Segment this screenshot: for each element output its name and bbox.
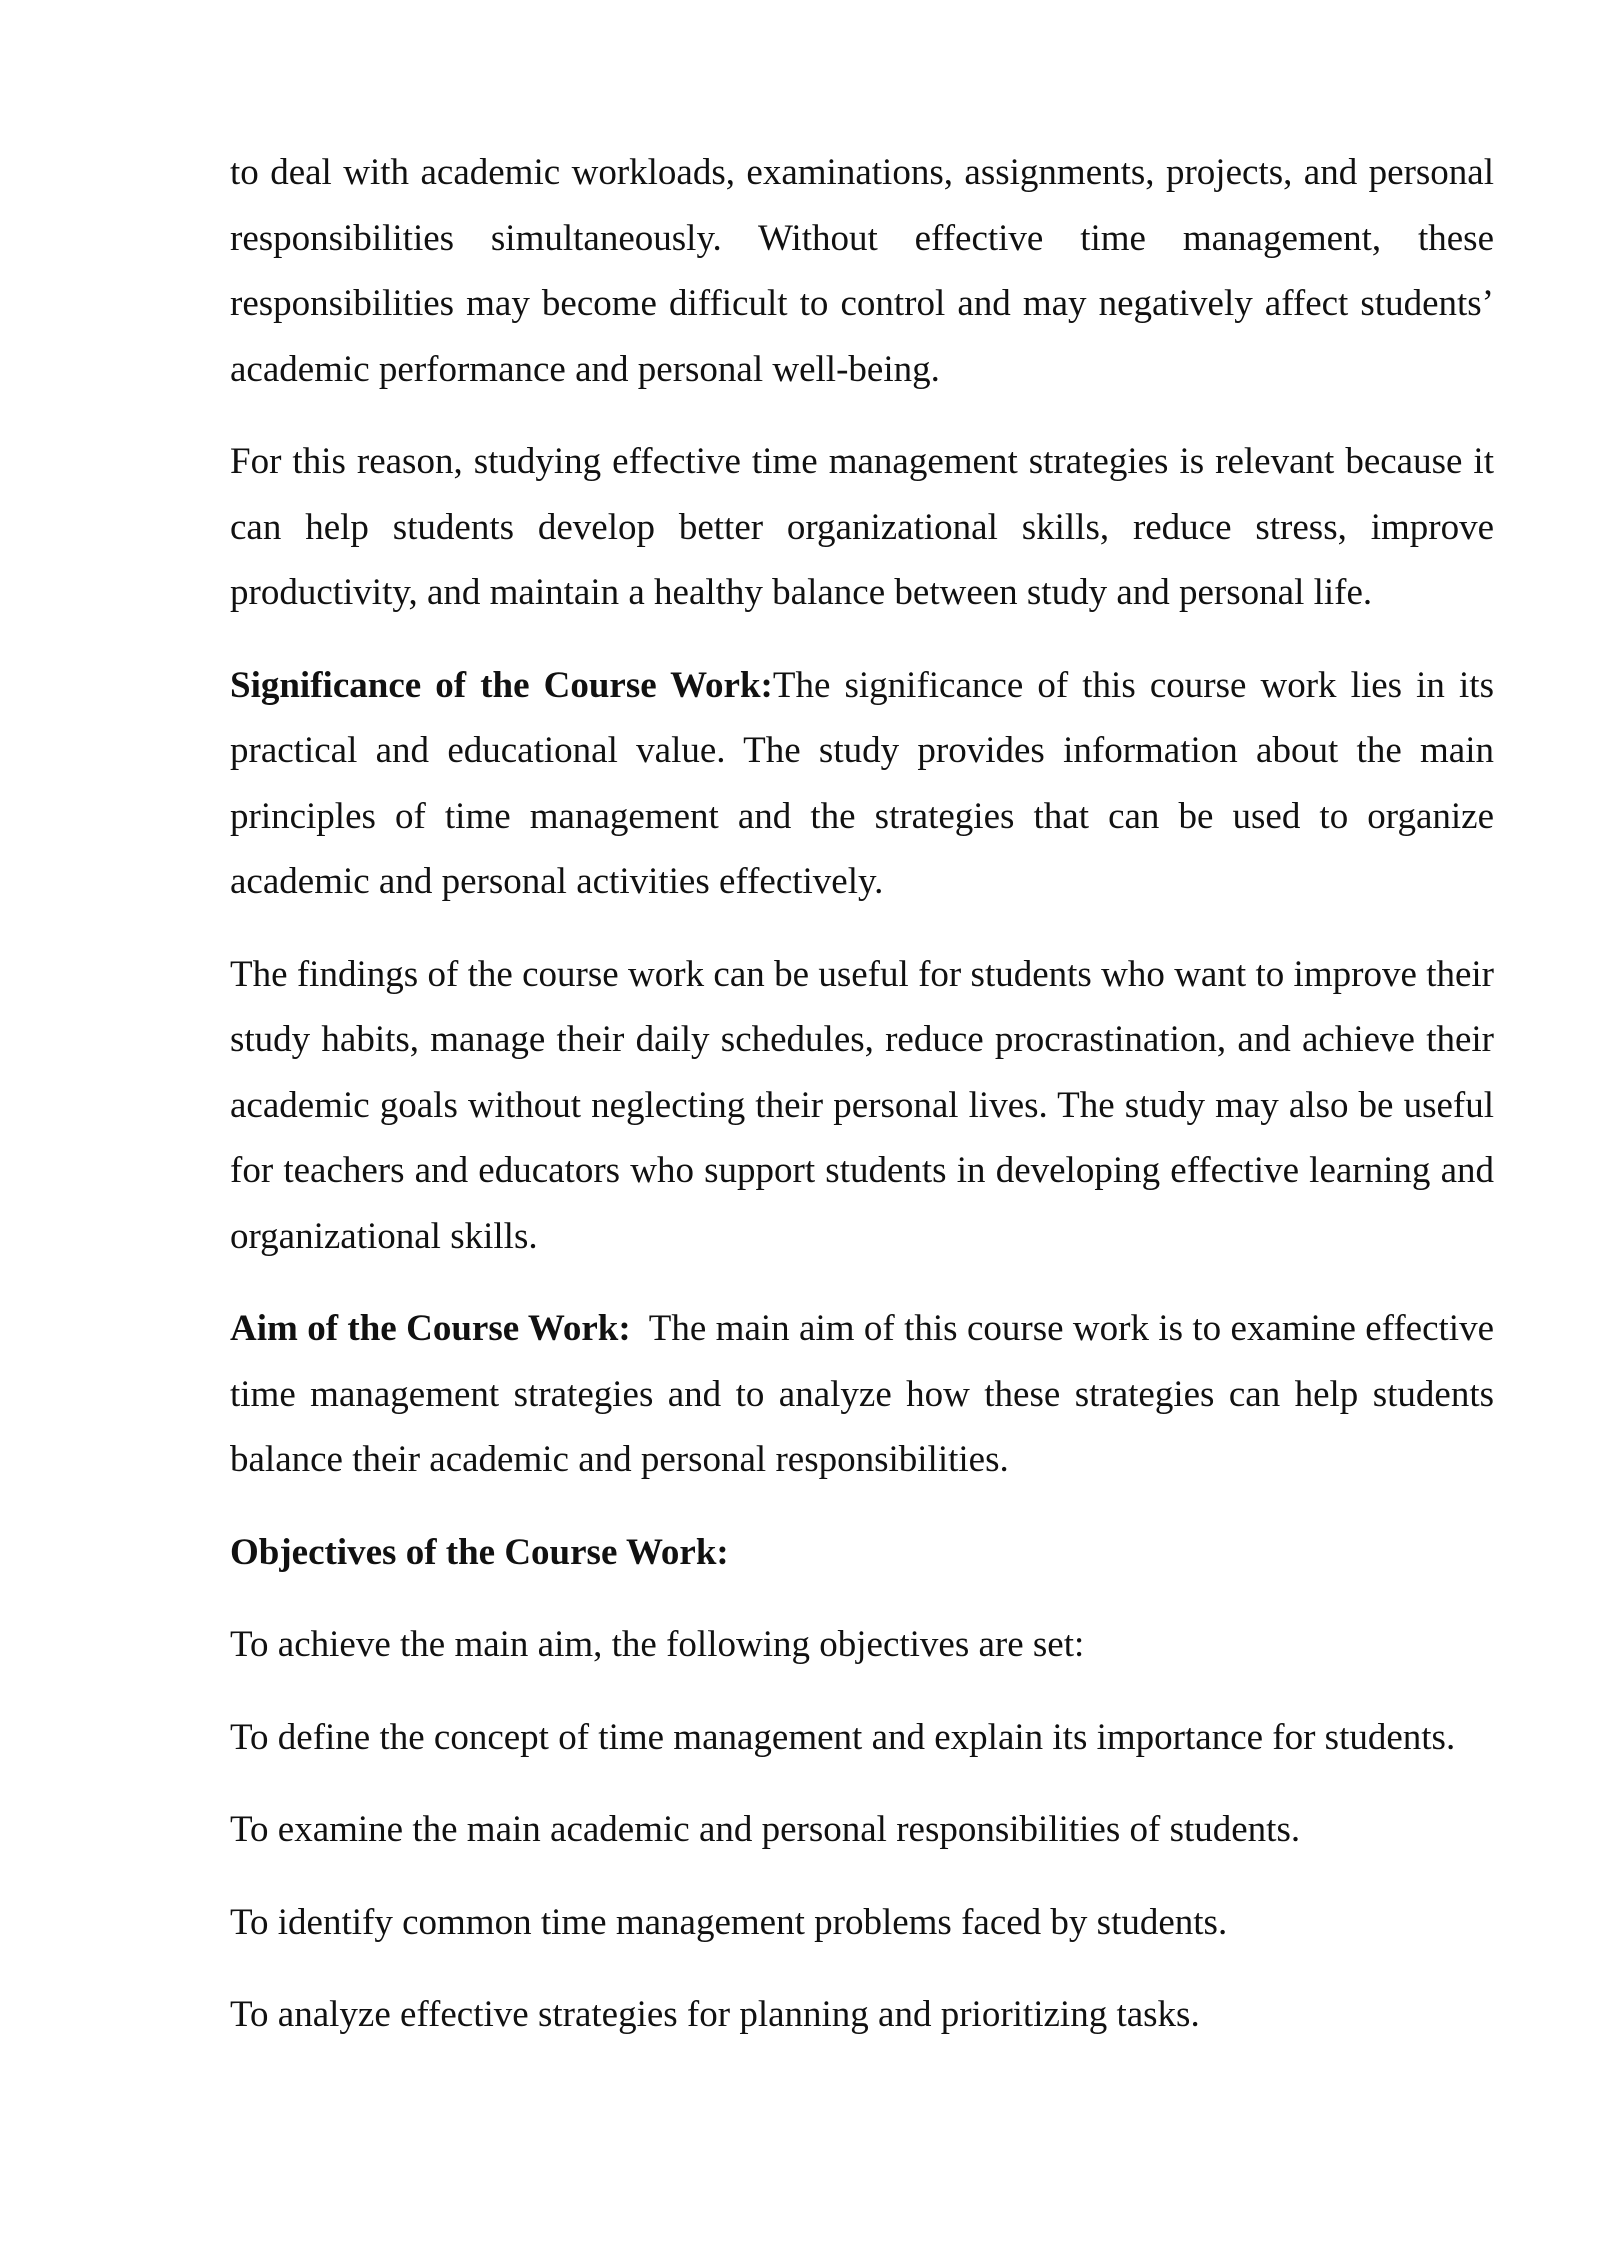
section-heading-significance: Significance of the Course Work:: [230, 664, 773, 706]
paragraph-relevance: [230, 429, 1494, 626]
paragraph-significance: [230, 653, 1494, 915]
objective-text: To analyze effective strategies for planning and prioritizing tasks.: [230, 1994, 1200, 2035]
paragraph-text: to deal with academic workloads, examinations, assignments, projects, and personal responsibilities simultaneously. Without effective time management, these responsibilities may become difficult to control and may negatively affect students’ academic performance and personal well-being.: [230, 152, 1494, 390]
section-heading-objectives: Objectives of the Course Work:: [230, 1531, 729, 1573]
paragraph-text: The findings of the course work can be useful for students who want to improve their study habits, manage their daily schedules, reduce procrastination, and achieve their academic goals without neglecting their personal lives. The study may also be useful for teachers and educators who support students in developing effective learning and organizational skills.: [230, 953, 1494, 1257]
paragraph-objectives-heading: [230, 1520, 1494, 1586]
paragraph-text: The main aim of this course work is to examine effective time management strategies and to analyze how these strategies can help students balance their academic and personal responsibilities.: [230, 1308, 1504, 1480]
section-heading-aim: Aim of the Course Work:: [230, 1308, 631, 1349]
paragraph-text: For this reason, studying effective time management strategies is relevant because it can help students develop better organizational skills, reduce stress, improve productivity, and maintain a healthy balance between study and personal life.: [230, 441, 1494, 613]
paragraph-intro-continuation: [230, 140, 1494, 402]
objective-item: [230, 1890, 1494, 1956]
paragraph-text: To achieve the main aim, the following objectives are set:: [230, 1624, 1085, 1665]
paragraph-findings: [230, 942, 1494, 1270]
paragraph-text: The significance of this course work lies in its practical and educational value. The study provides information about the main principles of time management and the strategies that can be used to organize academic and personal activities effectively.: [230, 664, 1494, 902]
objective-item: [230, 1982, 1494, 2048]
objective-text: To define the concept of time management and explain its importance for students.: [230, 1716, 1456, 1758]
paragraph-aim: [230, 1296, 1504, 1493]
objective-item: [230, 1797, 1494, 1863]
objective-text: To identify common time management problems faced by students.: [230, 1901, 1228, 1943]
document-body: [230, 140, 1504, 2075]
objective-text: To examine the main academic and personal responsibilities of students.: [230, 1809, 1301, 1850]
objective-item: [230, 1705, 1494, 1771]
paragraph-objectives-intro: [230, 1612, 1494, 1678]
